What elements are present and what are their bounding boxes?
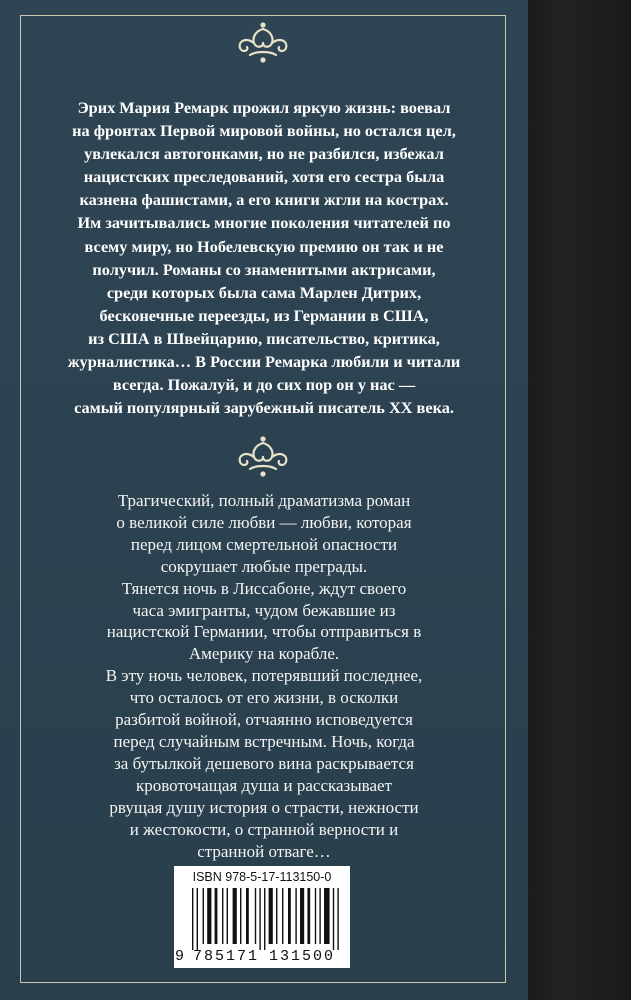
barcode-bar [255, 888, 256, 944]
bio-line: Эрих Мария Ремарк прожил яркую жизнь: воевал [77, 98, 451, 117]
author-biography [44, 96, 484, 419]
barcode-bar [264, 888, 265, 950]
barcode-bars [182, 888, 342, 950]
barcode-bar [307, 888, 310, 944]
barcode-bar [197, 888, 198, 950]
synopsis-line: часа эмигранты, чудом бежавшие из [132, 600, 396, 620]
barcode-bar [227, 888, 228, 944]
barcode-bar [192, 888, 193, 950]
synopsis-line: Тянется ночь в Лиссабоне, ждут своего [121, 578, 407, 598]
synopsis-line: перед случайным встречным. Ночь, когда [113, 731, 415, 751]
barcode-bar [319, 888, 320, 944]
barcode-bar [222, 888, 223, 944]
bio-line: бесконечные переезды, из Германии в США, [99, 305, 429, 325]
book-spine [528, 0, 631, 1000]
barcode-bar [246, 888, 249, 944]
bio-line: на фронтах Первой мировой войны, но остался цел, [72, 121, 456, 141]
bio-line: самый популярный зарубежный писатель XX века. [74, 398, 454, 418]
synopsis-line: В эту ночь человек, потерявший последнее, [105, 666, 423, 686]
barcode-bar [315, 888, 316, 944]
synopsis-line: за бутылкой дешевого вина раскрывается [114, 753, 414, 773]
synopsis-line: сокрушает любые преграды. [160, 556, 368, 576]
bio-line: казнена фашистами, а его книги жгли на кострах. [79, 190, 449, 210]
barcode-bar [295, 888, 296, 944]
barcode-digit-group: 131500 [269, 948, 336, 965]
isbn-barcode [174, 866, 350, 968]
barcode-bar [233, 888, 237, 944]
bio-line: среди которых была сама Марлен Дитрих, [106, 282, 422, 302]
barcode-digit-group: 785171 [193, 948, 260, 965]
bio-line: всему миру, но Нобелевскую премию он так и не [84, 236, 444, 256]
synopsis-line: Трагический, полный драматизма роман [117, 491, 411, 510]
barcode-bar [333, 888, 334, 950]
book-synopsis [44, 490, 484, 862]
bio-line: всегда. Пожалуй, и до сих пор он у нас — [112, 375, 416, 395]
bio-line: Им зачитывались многие поколения читателей по [77, 213, 451, 233]
barcode-bar [337, 888, 338, 950]
flourish-ornament-icon [232, 435, 294, 479]
barcode-bar [203, 888, 204, 944]
synopsis-line: нацистской Германии, чтобы отправиться в [106, 622, 422, 642]
bio-line: увлекался автогонками, но не разбился, избежал [84, 144, 444, 164]
barcode-bar [282, 888, 283, 944]
synopsis-line: рвущая душу история о страсти, нежности [109, 797, 419, 817]
barcode-digit-group: 9 [175, 948, 185, 965]
synopsis-line: и жестокости, о странной верности и [129, 819, 399, 839]
bio-line: журналистика… В России Ремарка любили и читали [67, 352, 461, 372]
barcode-bar [276, 888, 277, 944]
synopsis-line: странной отваге… [197, 841, 331, 861]
barcode-bar [269, 888, 273, 944]
barcode-bar [288, 888, 291, 944]
bio-line: получил. Романы со знаменитыми актрисами, [92, 259, 436, 279]
isbn-label: ISBN 978-5-17-113150-0 [192, 870, 332, 884]
synopsis-line: о великой силе любви — любви, которая [116, 512, 412, 532]
synopsis-line: Америку на корабле. [188, 644, 340, 664]
flourish-ornament-icon [232, 21, 294, 65]
synopsis-line: кровоточащая душа и рассказывает [135, 775, 393, 795]
bio-line: из США в Швейцарию, писательство, критика, [88, 328, 440, 348]
barcode-bar [324, 888, 330, 944]
barcode-bar [259, 888, 260, 950]
synopsis-line: разбитой войной, отчаянно исповедуется [115, 710, 413, 730]
synopsis-line: перед лицом смертельной опасности [130, 534, 398, 554]
synopsis-line: что осталось от его жизни, в осколки [129, 688, 399, 708]
barcode-bar [207, 888, 211, 944]
barcode-bar [240, 888, 241, 944]
bio-line: нацистских преследований, хотя его сестра была [83, 167, 445, 187]
barcode-bar [300, 888, 304, 944]
barcode-bar [215, 888, 218, 944]
